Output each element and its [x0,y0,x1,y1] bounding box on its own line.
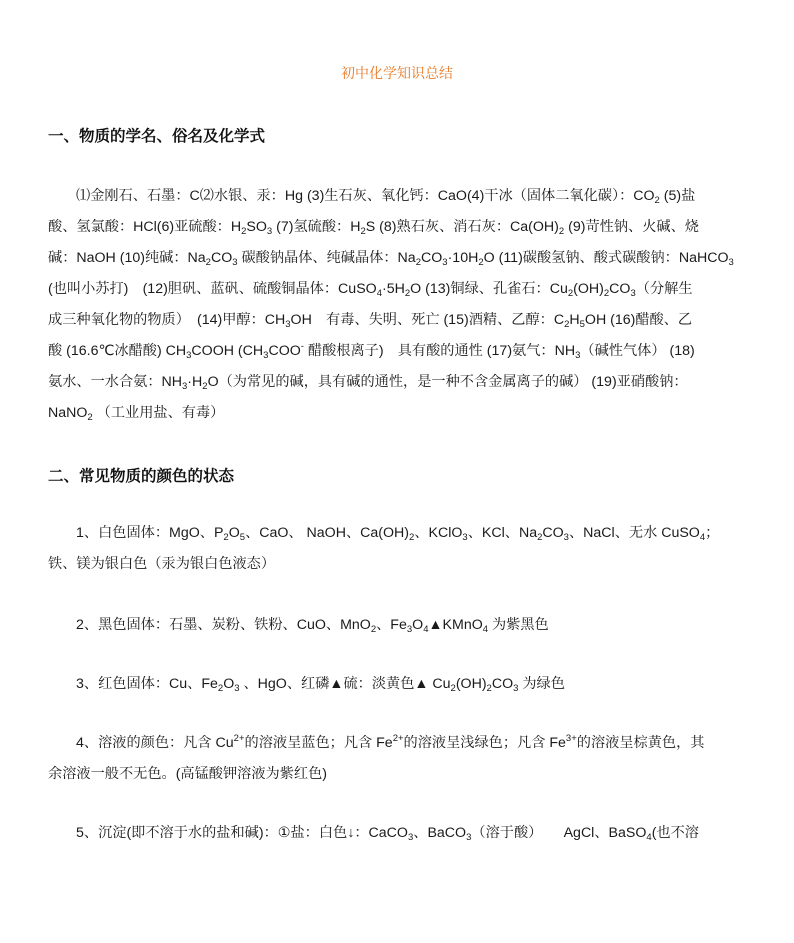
color-item-3 [48,669,748,700]
paragraph-line: NaNO$_2$ （工业用盐、有毒） [48,405,225,423]
color-item-5 [48,818,748,849]
paragraph-line: 5、沉淀(即不溶于水的盐和碱)：①盐：白色↓：CaCO$_3$、BaCO$_3$（溶于酸） AgCl、BaSO$_4$(也不溶 [76,825,699,843]
paragraph-line: 氨水、一水合氨：$NH_3\cdot H_2O$（为常见的碱，具有碱的通性，是一种不含金属离子的碱） (19)亚硝酸钠： [48,374,688,392]
paragraph-line: 1、白色固体：MgO、$P_2O_5$、CaO、 NaOH、$Ca(OH)_2$、KClO$_3$、KCl、$Na_2CO_3$、NaCl、无水 CuSO$_4$； [76,525,720,543]
paragraph-line: 3、红色固体：Cu、$Fe_2O_3$ 、HgO、红磷▲硫：淡黄色▲ $Cu_2(OH)_2CO_3$ 为绿色 [76,676,565,694]
paragraph-line: 余溶液一般不无色。(高锰酸钾溶液为紫红色) [48,766,328,782]
color-item-4 [48,728,748,790]
paragraph-line: 酸 (16.6℃冰醋酸) $CH_3COOH$ ($CH_3COO^-$ 醋酸根离子) 具有酸的通性 (17)氨气：$NH_3$（碱性气体） (18) [48,341,695,361]
color-item-2 [48,610,748,641]
paragraph-line: 铁、镁为银白色（汞为银白色液态） [48,556,276,572]
section-heading-names: 一、物质的学名、俗名及化学式 [48,128,266,145]
section1-paragraph [48,181,748,429]
color-item-1 [48,518,748,580]
paragraph-line: 酸、氢氯酸：HCl(6)亚硫酸：$H_2SO_3$ (7)氢硫酸：$H_2S$ (8)熟石灰、消石灰：$Ca(OH)_2$ (9)苛性钠、火碱、烧 [48,219,699,237]
paragraph-line: 碱：NaOH (10)纯碱：$Na_2CO_3$ 碳酸钠晶体、纯碱晶体：$Na_2CO_3\cdot 10H_2O$ (11)碳酸氢钠、酸式碳酸钠：NaHCO$_3$ [48,250,734,268]
paragraph-line: 2、黑色固体：石墨、炭粉、铁粉、CuO、MnO$_2$、$Fe_3O_4▲KMnO_4$ 为紫黑色 [76,617,549,635]
paragraph-line: ⑴金刚石、石墨：C⑵水银、汞：Hg (3)生石灰、氧化钙：CaO(4)干冰（固体二氧化碳）：$CO_2$ (5)盐 [76,188,696,206]
section-heading-colors: 二、常见物质的颜色的状态 [48,468,235,485]
document-title: 初中化学知识总结 [341,65,453,81]
paragraph-line: (也叫小苏打) (12)胆矾、蓝矾、硫酸铜晶体：$CuSO_4\cdot 5H_2O$ (13)铜绿、孔雀石：$Cu_2(OH)_2CO_3$（分解生 [48,281,693,299]
paragraph-line: 成三种氧化物的物质） (14)甲醇：$CH_3OH$ 有毒、失明、死亡 (15)酒精、乙醇：$C_2H_5OH$ (16)醋酸、乙 [48,312,693,330]
paragraph-line: 4、溶液的颜色：凡含 $Cu^{2+}$的溶液呈蓝色；凡含 $Fe^{2+}$的溶液呈浅绿色；凡含 $Fe^{3+}$的溶液呈棕黄色，其 [76,733,705,751]
